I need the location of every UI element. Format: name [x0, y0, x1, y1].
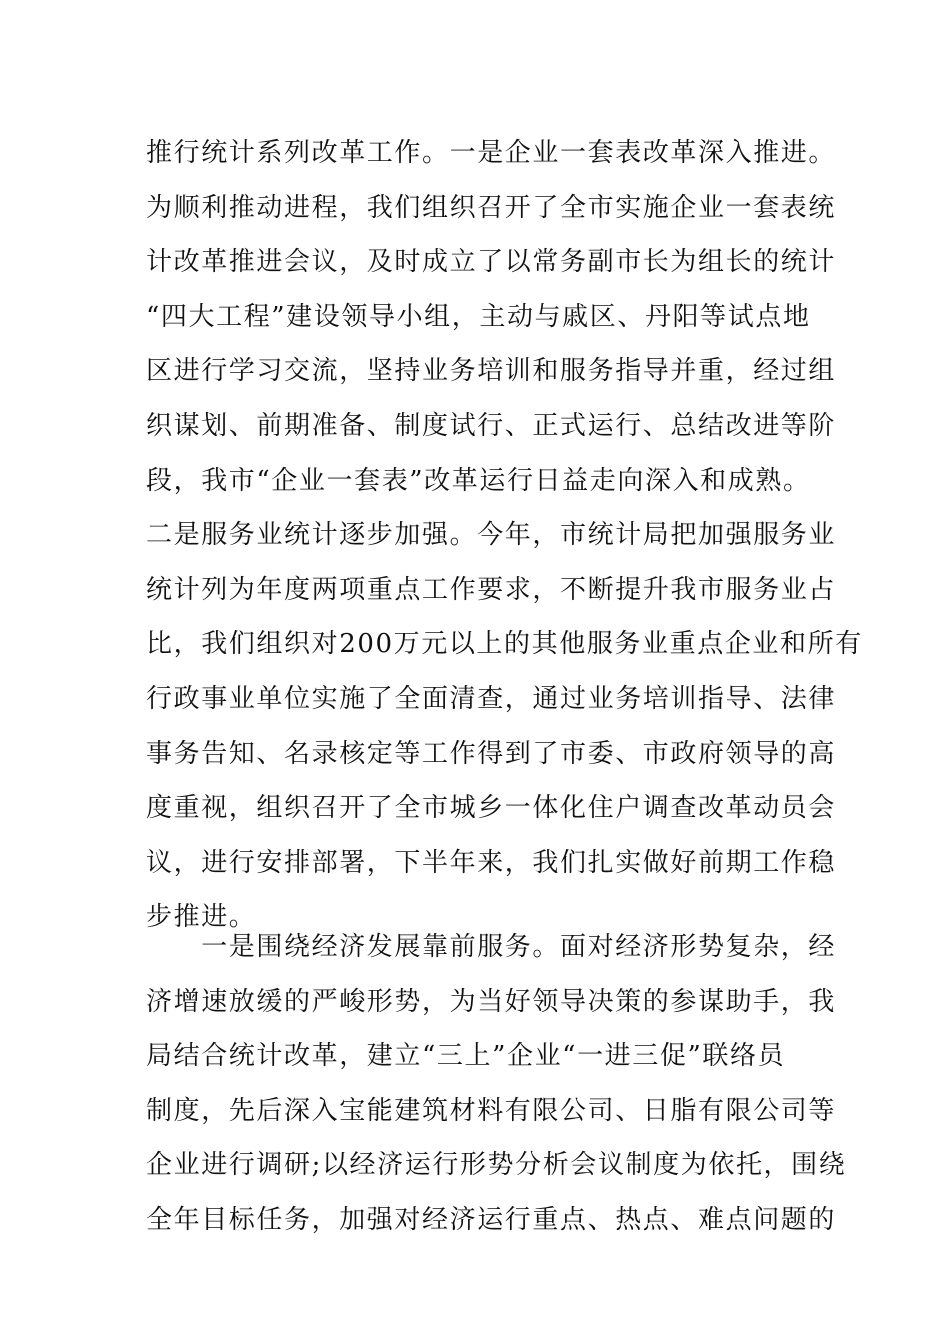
text-line: 段，我市“企业一套表”改革运行日益走向深入和成熟。	[146, 465, 811, 496]
text-line: 度重视，组织召开了全市城乡一体化住户调查改革动员会	[146, 793, 837, 824]
text-line: 为顺利推动进程，我们组织召开了全市实施企业一套表统	[146, 192, 837, 223]
text-line: “四大工程”建设领导小组，主动与戚区、丹阳等试点地	[146, 301, 811, 332]
text-line: 事务告知、名录核定等工作得到了市委、市政府领导的高	[146, 738, 837, 769]
text-line: 计改革推进会议，及时成立了以常务副市长为组长的统计	[146, 247, 837, 278]
text-line: 织谋划、前期准备、制度试行、正式运行、总结改进等阶	[146, 410, 837, 441]
text-line: 局结合统计改革，建立“三上”企业“一进三促”联络员	[146, 1041, 786, 1072]
text-line: 统计列为年度两项重点工作要求，不断提升我市服务业占	[146, 574, 837, 605]
text-line: 议，进行安排部署，下半年来，我们扎实做好前期工作稳	[146, 847, 837, 878]
paragraph-economic-service	[146, 920, 847, 1248]
text-line: 行政事业单位实施了全面清查，通过业务培训指导、法律	[146, 683, 837, 714]
paragraph-statistics-reform	[146, 126, 863, 945]
text-line: 全年目标任务，加强对经济运行重点、热点、难点问题的	[146, 1204, 837, 1235]
text-line: 制度，先后深入宝能建筑材料有限公司、日脂有限公司等	[146, 1095, 837, 1126]
text-line: 步推进。	[146, 902, 257, 933]
text-line: 二是服务业统计逐步加强。今年，市统计局把加强服务业	[146, 520, 837, 551]
text-line: 企业进行调研;以经济运行形势分析会议制度为依托，围绕	[146, 1150, 847, 1181]
text-line: 推行统计系列改革工作。一是企业一套表改革深入推进。	[146, 138, 837, 168]
text-line: 区进行学习交流，坚持业务培训和服务指导并重，经过组	[146, 356, 837, 387]
text-line: 比，我们组织对200万元以上的其他服务业重点企业和所有	[146, 629, 863, 660]
text-line: 济增速放缓的严峻形势，为当好领导决策的参谋助手，我	[146, 986, 837, 1017]
text-line: 一是围绕经济发展靠前服务。面对经济形势复杂，经	[146, 932, 837, 962]
